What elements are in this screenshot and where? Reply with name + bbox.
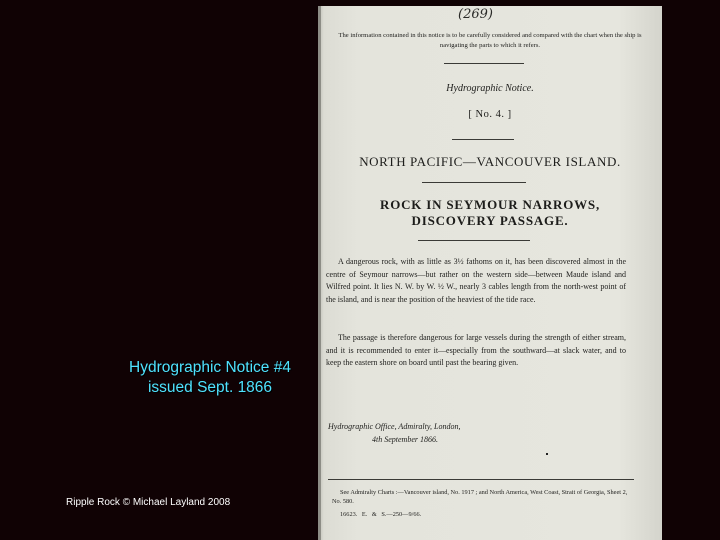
notice-paragraph-1: A dangerous rock, with as little as 3½ fathoms on it, has been discovered almost in the centre of Seymour narrows—but rather on the western side—between Maude island and Wilfred point. It lies N. W. by W. ½ W., nearly 3 cables length from the north-west point of the island, and is near the position of the heaviest of the tide race. <box>326 257 626 304</box>
divider-rule <box>418 240 530 241</box>
copyright-credit: Ripple Rock © Michael Layland 2008 <box>66 497 231 508</box>
notice-paragraph-2: The passage is therefore dangerous for large vessels during the strength of either stream, and it is recommended to enter it—especially from the southward—at slack water, and to keep the eastern shore on board until past the bearing given. <box>326 333 626 368</box>
footnote-rule <box>328 479 634 480</box>
caption-line-2: issued Sept. 1866 <box>147 379 273 396</box>
title-line-1: ROCK IN SEYMOUR NARROWS, <box>380 197 600 212</box>
notice-type-heading: Hydrographic Notice. <box>446 83 534 94</box>
title-line-2: DISCOVERY PASSAGE. <box>411 213 569 228</box>
notice-title <box>318 197 662 229</box>
ink-speck <box>546 453 548 455</box>
print-code: 16623. E. & S.—250—9/66. <box>340 511 422 518</box>
signature-office: Hydrographic Office, Admiralty, London, <box>328 422 461 431</box>
region-heading: NORTH PACIFIC—VANCOUVER ISLAND. <box>359 154 621 169</box>
chart-reference-footnote: See Admiralty Charts :—Vancouver island, No. 1917 ; and North America, West Coast, Strait of Georgia, Sheet 2, No. 580. <box>332 489 628 505</box>
slide-caption <box>110 358 310 398</box>
divider-rule <box>444 63 524 64</box>
signature-date: 4th September 1866. <box>372 435 438 444</box>
notice-number: [ No. 4. ] <box>468 109 512 120</box>
handwritten-page-number: (269) <box>458 7 493 22</box>
divider-rule <box>422 182 526 183</box>
scanned-notice-page <box>318 6 662 540</box>
divider-rule <box>452 139 514 140</box>
caption-line-1: Hydrographic Notice #4 <box>129 359 291 376</box>
instruction-note: The information contained in this notice is to be carefully considered and compared with the chart when the ship is navigating the parts to which it refers. <box>338 32 642 49</box>
